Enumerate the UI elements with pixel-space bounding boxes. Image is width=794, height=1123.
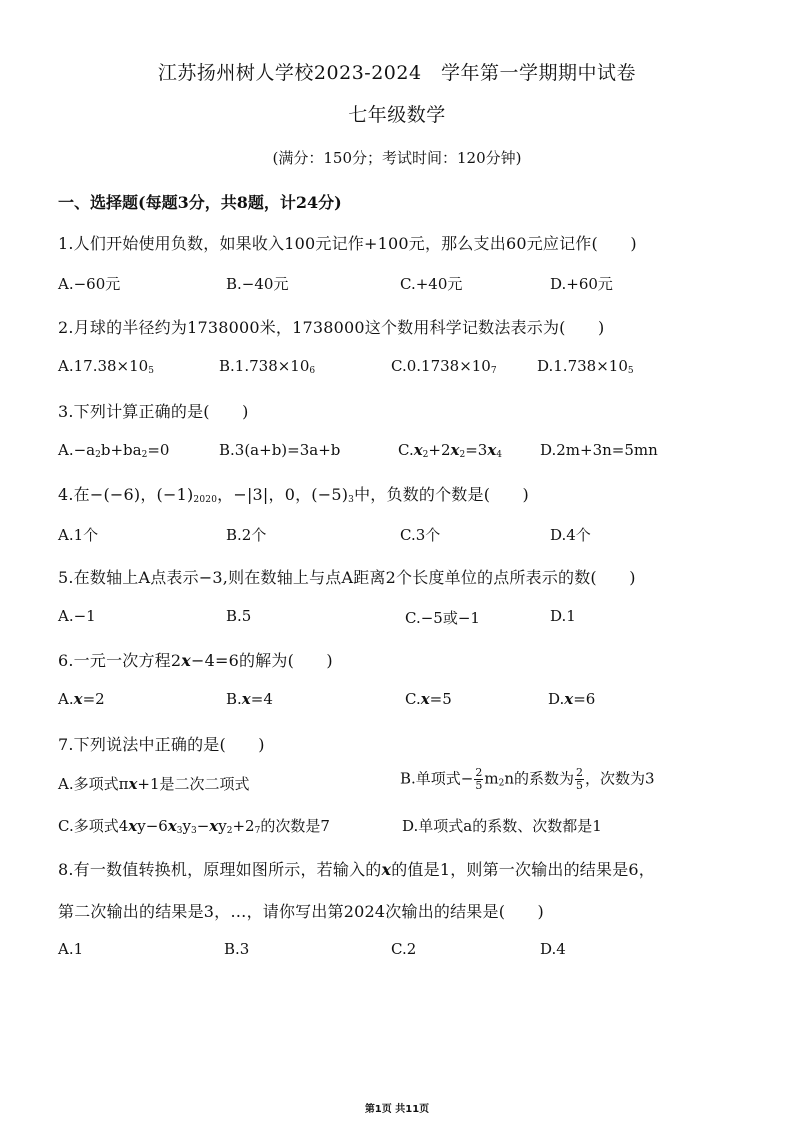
fraction: $\frac{2}{5}$	[475, 766, 483, 792]
question-3: 3.下列计算正确的是( )	[58, 402, 249, 421]
page-footer: 第1页 共11页	[364, 1104, 430, 1115]
q7-option-d: D.单项式a的系数、次数都是1	[402, 817, 602, 835]
section-heading: 一、选择题(每题3分，共8题，计24分)	[58, 193, 342, 212]
q5-option-d: D.1	[550, 607, 576, 625]
q5-option-c: C.−5或−1	[405, 609, 480, 627]
question-4: 4.在−(−6)，$(-1)_{2020}$，−|3|，0，$(-5)_3$中，负数的个数是( )	[58, 485, 529, 505]
q7-option-c: C.多项式$4xy-6x_3y_3-xy_2+2_7$的次数是7	[58, 817, 330, 836]
q5-option-b: B.5	[226, 607, 252, 625]
q5-option-a: A.−1	[58, 607, 96, 625]
q8-option-a: A.1	[58, 940, 84, 958]
q7-option-a: A.多项式πx+1是二次二项式	[58, 775, 250, 793]
exam-subtitle: 七年级数学	[348, 104, 446, 126]
q2-option-a: $A.17.38\times 10_5$	[58, 357, 154, 376]
question-2: 2.月球的半径约为1738000米，1738000这个数用科学记数法表示为( )	[58, 318, 605, 337]
q8-option-d: D.4	[540, 940, 566, 958]
q2-option-d: $D.1.738\times 10_5$	[537, 357, 634, 376]
q3-option-a: $A.-a_2b+ba_2=0$	[58, 441, 170, 460]
q4-option-c: C.3个	[400, 526, 441, 544]
q1-option-c: C.+40元	[400, 275, 463, 293]
exam-info: (满分：150分；考试时间：120分钟)	[272, 149, 522, 167]
question-8-line2: 第二次输出的结果是3，…，请你写出第2024次输出的结果是( )	[58, 902, 544, 921]
q3-option-d: D.2m+3n=5mn	[540, 441, 658, 459]
fraction: $\frac{2}{5}$	[576, 766, 584, 792]
q6-option-b: B.x=4	[226, 690, 273, 708]
q6-option-c: C.x=5	[405, 690, 452, 708]
question-1: 1.人们开始使用负数，如果收入100元记作+100元，那么支出60元应记作( )	[58, 234, 637, 253]
question-7: 7.下列说法中正确的是( )	[58, 735, 265, 754]
q7-option-b: B.单项式− $\frac{2}{5}$ $m_2n$的系数为 $\frac{2}{5}$ ，次数为3	[400, 766, 655, 792]
exam-title: 江苏扬州树人学校2023-2024 学年第一学期期中试卷	[157, 62, 637, 84]
q1-option-b: B.−40元	[226, 275, 289, 293]
q3-option-c: $C.x_2+2x_2=3x_4$	[398, 441, 503, 460]
q8-option-b: B.3	[224, 940, 250, 958]
q4-option-d: D.4个	[550, 526, 591, 544]
q4-option-a: A.1个	[58, 526, 99, 544]
q6-option-d: D.x=6	[548, 690, 596, 708]
q6-option-a: A.x=2	[58, 690, 105, 708]
q2-option-b: $B.1.738\times 10_6$	[219, 357, 316, 376]
q8-option-c: C.2	[391, 940, 417, 958]
question-8: 8.有一数值转换机，原理如图所示，若输入的x的值是1，则第一次输出的结果是6，	[58, 860, 655, 879]
q4-option-b: B.2个	[226, 526, 267, 544]
q3-option-b: B.3(a+b)=3a+b	[219, 441, 341, 459]
q1-option-a: A.−60元	[58, 275, 121, 293]
question-5: 5.在数轴上A点表示−3,则在数轴上与点A距离2个长度单位的点所表示的数( )	[58, 568, 636, 587]
q2-option-c: $C.0.1738\times 10_7$	[391, 357, 497, 376]
question-6: 6.一元一次方程2x−4=6的解为( )	[58, 651, 333, 670]
q1-option-d: D.+60元	[550, 275, 613, 293]
